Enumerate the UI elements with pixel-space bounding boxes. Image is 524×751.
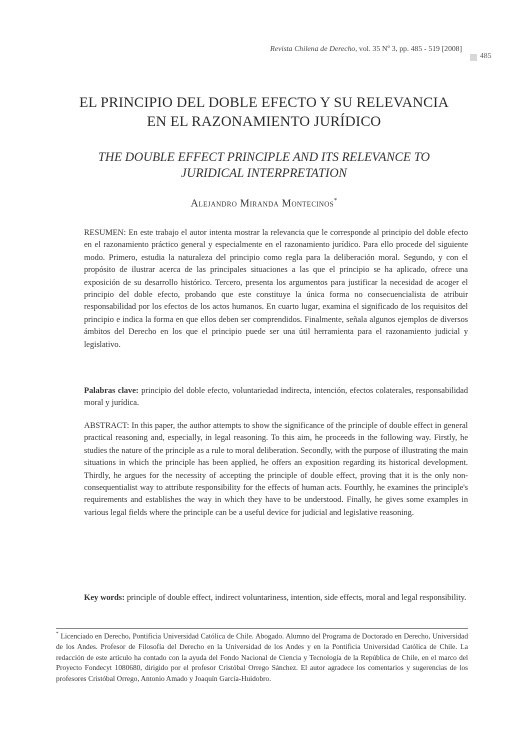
page-number: 485	[480, 51, 492, 60]
key-words-label: Key words:	[84, 593, 125, 602]
abstract-label: ABSTRACT:	[84, 421, 130, 430]
footnote-divider	[56, 628, 468, 629]
footnote-text: Licenciado en Derecho, Pontificia Universidad Católica de Chile. Abogado. Alumno del Programa de Doctorado en Derecho, Universidad de los Andes. Profesor de Filosofía del Derecho en la Universidad de los Andes y en la Pontificia Universidad Católica de Chile. La redacción de este artículo ha contado con la ayuda del Fondo Nacional de Ciencia y Tecnología de la República de Chile, en el marco del Proyecto Fondecyt 1080680, dirigido por el profesor Cristóbal Orrego Sánchez. El autor agradece los comentarios y sugerencias de los profesores Cristóbal Orrego, Antonio Amado y Joaquín García-Huidobro.	[56, 631, 468, 683]
abstract-text: In this paper, the author attempts to show the significance of the principle of double effect in general practical reasoning and, especially, in legal reasoning. To this aim, he proceeds in the following way. Firstly, he studies the nature of the principle as a rule to moral deliberation. Secondly, with the purpose of illustrating the main situations in which the principle has been applied, he offers an exposition regarding its historical development. Thirdly, he argues for the necessity of accepting the principle of double effect, proving that it is the only non-consequentialist way to attribute responsibility for the effects of human acts. Fourthly, he examines the principle's requirements and establishes the way in which they have to be understood. Finally, he gives some examples in various legal fields where the principle can be a useful device for judicial and legislative reasoning.	[84, 421, 469, 517]
title-line-1: EL PRINCIPIO DEL DOBLE EFECTO Y SU RELEVANCIA	[79, 95, 449, 111]
journal-name: Revista Chilena de Derecho,	[270, 44, 358, 53]
title-line-2: EN EL RAZONAMIENTO JURÍDICO	[146, 114, 382, 130]
subtitle-line-2: JURIDICAL INTERPRETATION	[181, 166, 347, 180]
palabras-clave-label: Palabras clave:	[84, 386, 139, 395]
key-words-text: principle of double effect, indirect voluntariness, intention, side effects, moral and legal responsibility.	[126, 593, 467, 602]
journal-citation: vol. 35 Nº 3, pp. 485 - 519 [2008]	[359, 44, 462, 53]
resumen-paragraph	[84, 227, 468, 351]
article-title	[40, 94, 488, 132]
palabras-clave-text: principio del doble efecto, voluntariedad indirecta, intención, efectos colaterales, responsabilidad moral y jurídica.	[84, 386, 468, 408]
author-name: Alejandro Miranda Montecinos	[190, 198, 334, 210]
resumen-label: RESUMEN:	[84, 228, 126, 237]
author-line	[40, 197, 488, 210]
author-footnote-marker: *	[333, 197, 338, 204]
abstract-paragraph	[84, 420, 468, 519]
palabras-clave-paragraph	[84, 385, 468, 410]
running-header	[0, 44, 462, 53]
article-subtitle	[40, 149, 488, 181]
page-marker-square	[470, 54, 477, 61]
subtitle-line-1: THE DOUBLE EFFECT PRINCIPLE AND ITS RELEVANCE TO	[98, 150, 430, 164]
key-words-paragraph	[84, 592, 468, 604]
footnote-marker: *	[56, 632, 59, 637]
author-footnote	[56, 630, 468, 684]
resumen-text: En este trabajo el autor intenta mostrar la relevancia que le corresponde al principio del doble efecto en el razonamiento práctico general y especialmente en el razonamiento jurídico. Para ello procede del siguiente modo. Primero, estudia la naturaleza del principio como regla para la deliberación moral. Segundo, y con el propósito de ilustrar acerca de las principales situaciones a las que el principio se ha aplicado, ofrece una exposición de su desarrollo histórico. Tercero, presenta los argumentos para justificar la necesidad de acoger el principio del doble efecto, probando que este constituye la única forma no consecuencialista de atribuir responsabilidad por los efectos de los actos humanos. En cuarto lugar, examina el significado de los requisitos del principio e indica la forma en que ellos deben ser comprendidos. Finalmente, señala algunos ejemplos de diversos ámbitos del Derecho en los que el principio puede ser una útil herramienta para el razonamiento judicial y legislativo.	[84, 228, 469, 349]
